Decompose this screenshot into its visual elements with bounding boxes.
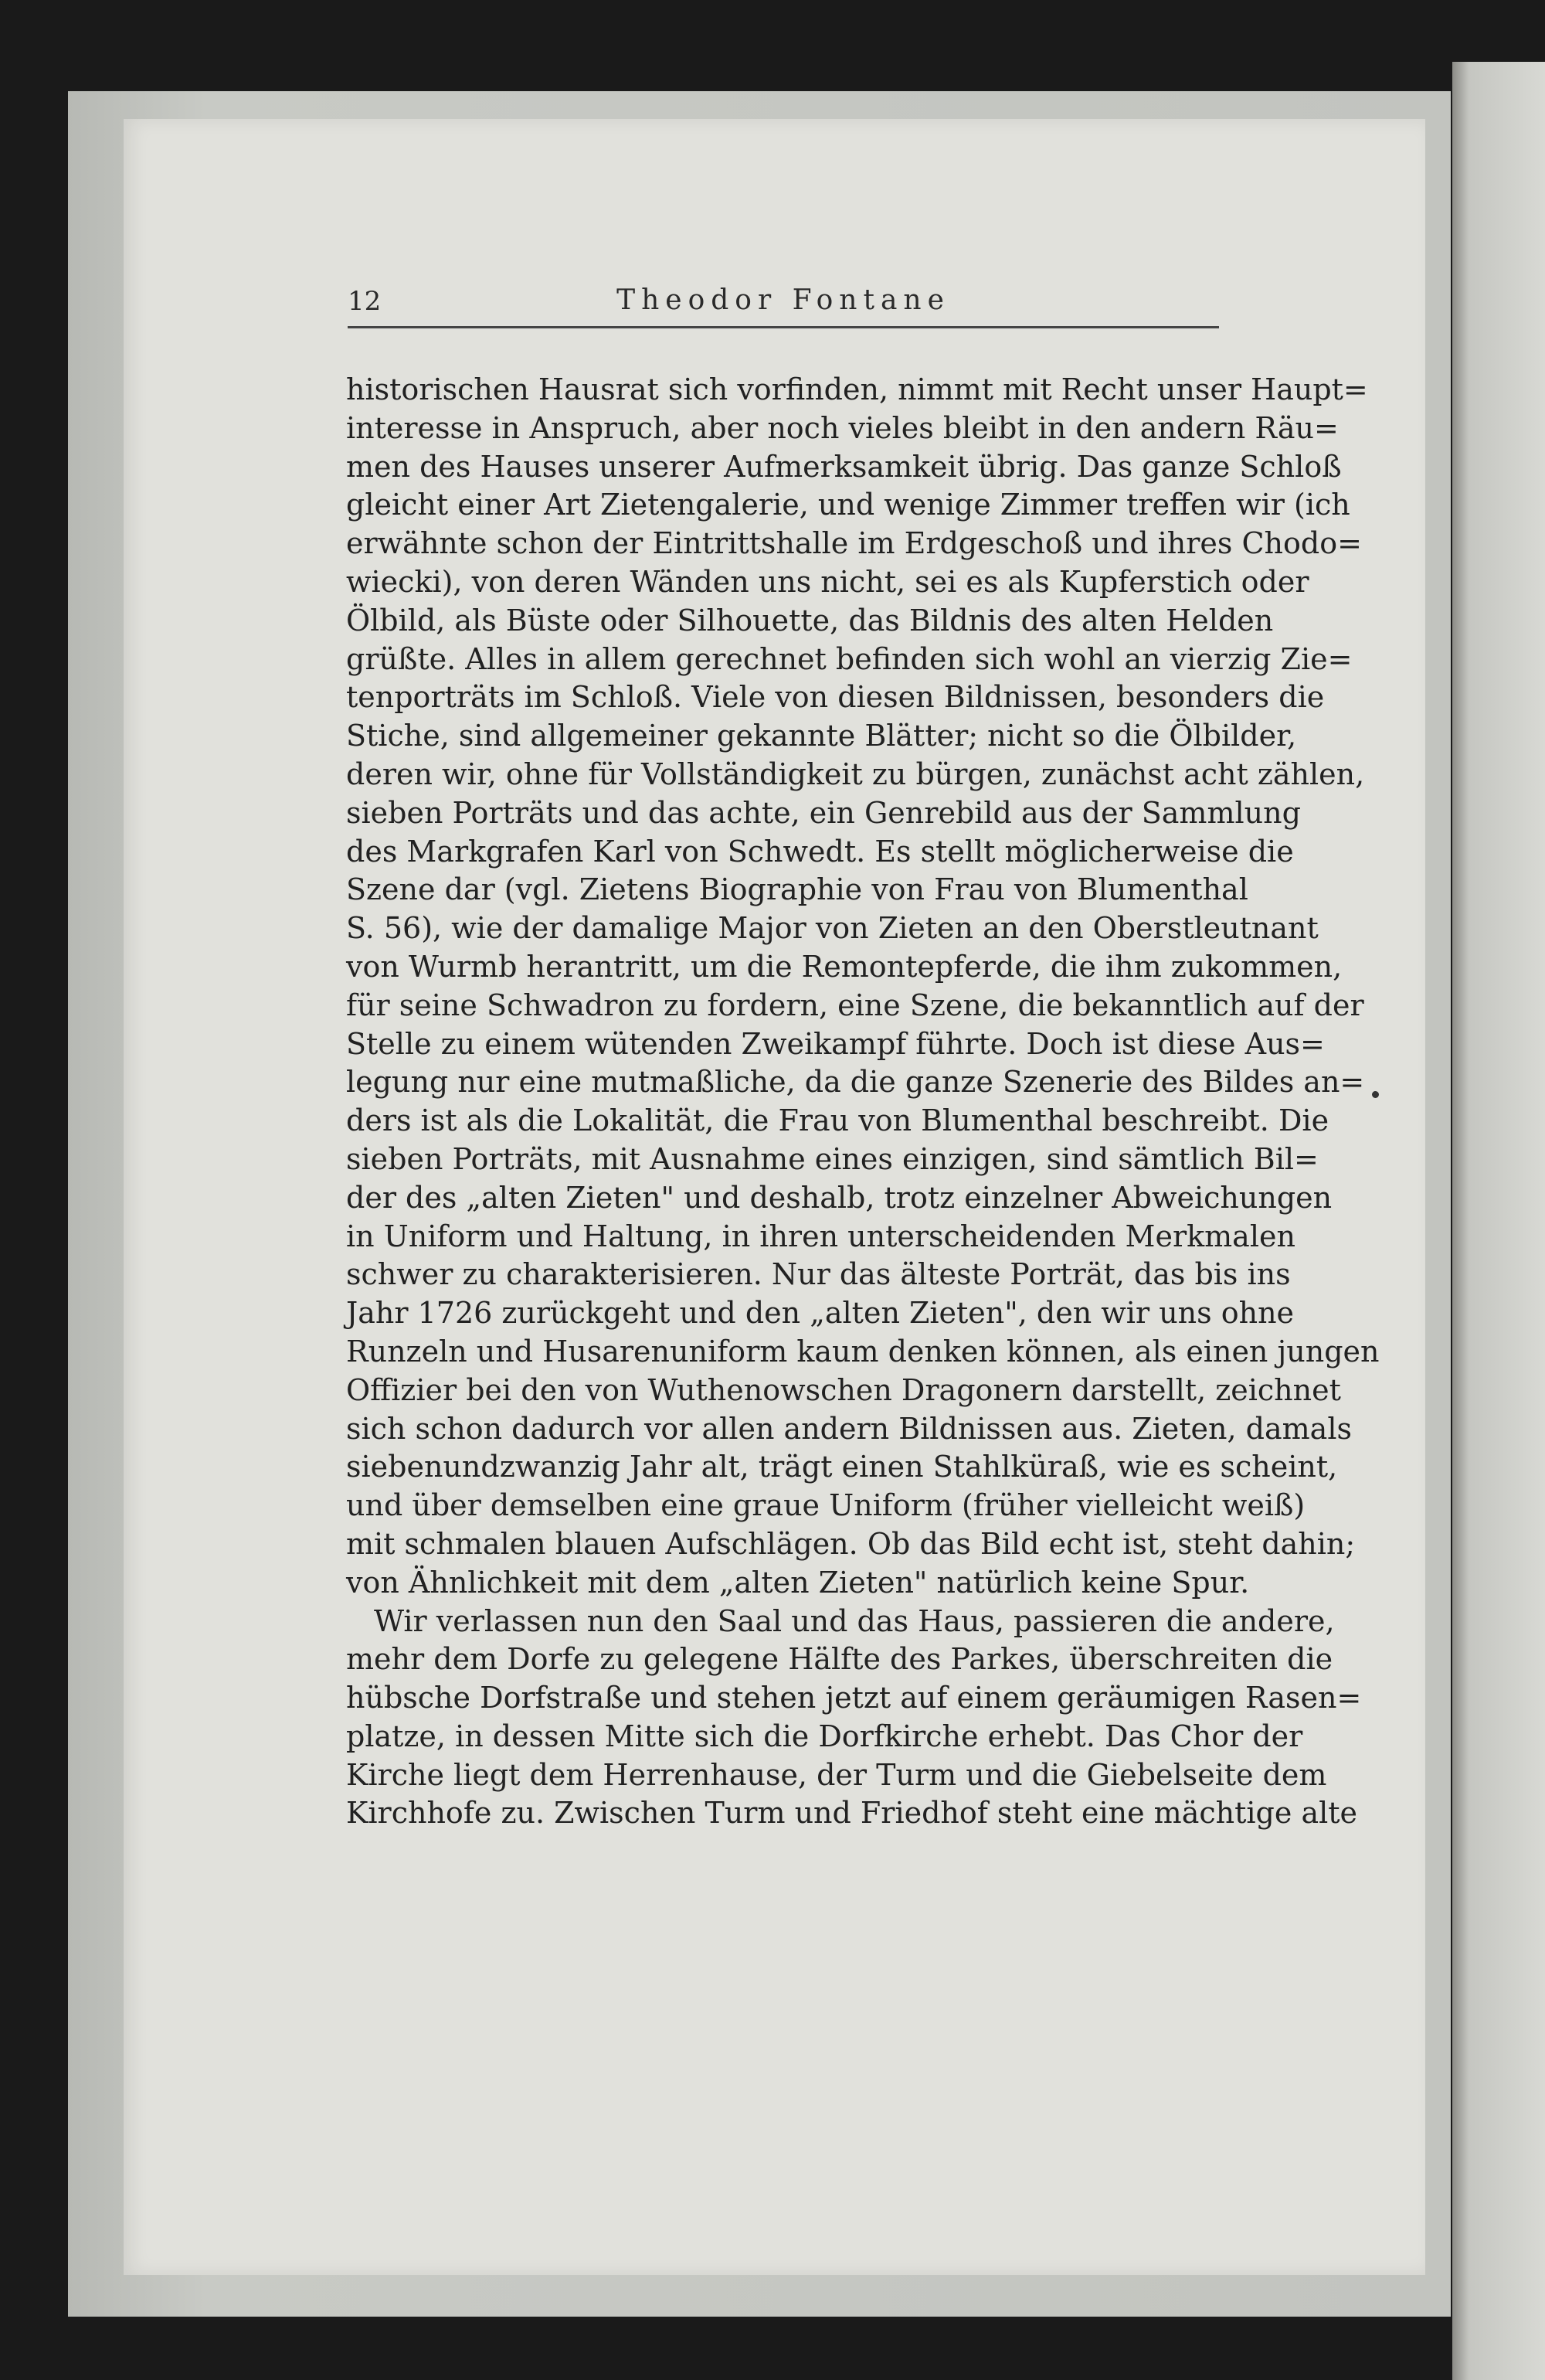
text-line: erwähnte schon der Eintrittshalle im Erdgeschoß und ihres Chodo= xyxy=(346,526,1362,561)
text-line: historischen Hausrat sich vorfinden, nimmt mit Recht unser Haupt= xyxy=(346,372,1368,406)
text-line: Ölbild, als Büste oder Silhouette, das Bildnis des alten Helden xyxy=(346,603,1274,638)
text-line: men des Hauses unserer Aufmerksamkeit übrig. Das ganze Schloß xyxy=(346,449,1342,484)
text-line: Szene dar (vgl. Zietens Biographie von Frau von Blumenthal xyxy=(346,872,1248,907)
text-line: Runzeln und Husarenuniform kaum denken können, als einen jungen xyxy=(346,1334,1380,1368)
text-line: tenporträts im Schloß. Viele von diesen Bildnissen, besonders die xyxy=(346,680,1325,715)
text-line: schwer zu charakterisieren. Nur das älteste Porträt, das bis ins xyxy=(346,1257,1291,1292)
text-line: grüßte. Alles in allem gerechnet befinden sich wohl an vierzig Zie= xyxy=(346,641,1353,676)
text-line: von Wurmb herantritt, um die Remontepferde, die ihm zukommen, xyxy=(346,949,1343,984)
running-head: Theodor Fontane xyxy=(616,284,950,316)
text-line: legung nur eine mutmaßliche, da die ganze Szenerie des Bildes an= xyxy=(346,1065,1365,1100)
text-line: der des „alten Zieten" und deshalb, trotz einzelner Abweichungen xyxy=(346,1180,1333,1215)
text-line: hübsche Dorfstraße und stehen jetzt auf einem geräumigen Rasen= xyxy=(346,1681,1362,1715)
text-line: von Ähnlichkeit mit dem „alten Zieten" natürlich keine Spur. xyxy=(346,1565,1250,1600)
text-line: sich schon dadurch vor allen andern Bildnissen aus. Zieten, damals xyxy=(346,1411,1352,1446)
body-text xyxy=(346,371,1380,1833)
text-line: ders ist als die Lokalität, die Frau von Blumenthal beschreibt. Die xyxy=(346,1103,1329,1138)
text-line: Stelle zu einem wütenden Zweikampf führte. Doch ist diese Aus= xyxy=(346,1026,1325,1061)
text-line: S. 56), wie der damalige Major von Zieten an den Oberstleutnant xyxy=(346,911,1319,946)
page-mark xyxy=(1372,1091,1379,1098)
text-line: wiecki), von deren Wänden uns nicht, sei es als Kupferstich oder xyxy=(346,564,1309,599)
page-number: 12 xyxy=(348,286,382,317)
text-line: mehr dem Dorfe zu gelegene Hälfte des Parkes, überschreiten die xyxy=(346,1642,1333,1677)
text-line: Wir verlassen nun den Saal und das Haus, passieren die andere, xyxy=(374,1603,1335,1638)
text-line: siebenundzwanzig Jahr alt, trägt einen Stahlküraß, wie es scheint, xyxy=(346,1450,1338,1484)
text-line: Kirchhofe zu. Zwischen Turm und Friedhof steht eine mächtige alte xyxy=(346,1796,1358,1831)
text-line: Jahr 1726 zurückgeht und den „alten Zieten", den wir uns ohne xyxy=(346,1296,1295,1331)
text-line: sieben Porträts und das achte, ein Genrebild aus der Sammlung xyxy=(346,795,1301,830)
page-header xyxy=(348,280,1219,328)
text-line: interesse in Anspruch, aber noch vieles bleibt in den andern Räu= xyxy=(346,410,1339,445)
text-line: sieben Porträts, mit Ausnahme eines einzigen, sind sämtlich Bil= xyxy=(346,1141,1319,1176)
text-line: und über demselben eine graue Uniform (früher vielleicht weiß) xyxy=(346,1488,1306,1523)
text-line: des Markgrafen Karl von Schwedt. Es stellt möglicherweise die xyxy=(346,834,1294,869)
text-line: mit schmalen blauen Aufschlägen. Ob das Bild echt ist, steht dahin; xyxy=(346,1526,1356,1561)
text-line: Offizier bei den von Wuthenowschen Dragonern darstellt, zeichnet xyxy=(346,1372,1341,1407)
text-line: Stiche, sind allgemeiner gekannte Blätter; nicht so die Ölbilder, xyxy=(346,719,1297,753)
text-line: deren wir, ohne für Vollständigkeit zu bürgen, zunächst acht zählen, xyxy=(346,756,1365,791)
text-line: gleicht einer Art Zietengalerie, und wenige Zimmer treffen wir (ich xyxy=(346,488,1350,522)
text-line: platze, in dessen Mitte sich die Dorfkirche erhebt. Das Chor der xyxy=(346,1719,1303,1753)
text-line: in Uniform und Haltung, in ihren unterscheidenden Merkmalen xyxy=(346,1219,1295,1253)
text-line: Kirche liegt dem Herrenhause, der Turm und die Giebelseite dem xyxy=(346,1757,1327,1792)
facing-page-edge xyxy=(1452,62,1545,2380)
text-line: für seine Schwadron zu fordern, eine Szene, die bekanntlich auf der xyxy=(346,988,1364,1022)
